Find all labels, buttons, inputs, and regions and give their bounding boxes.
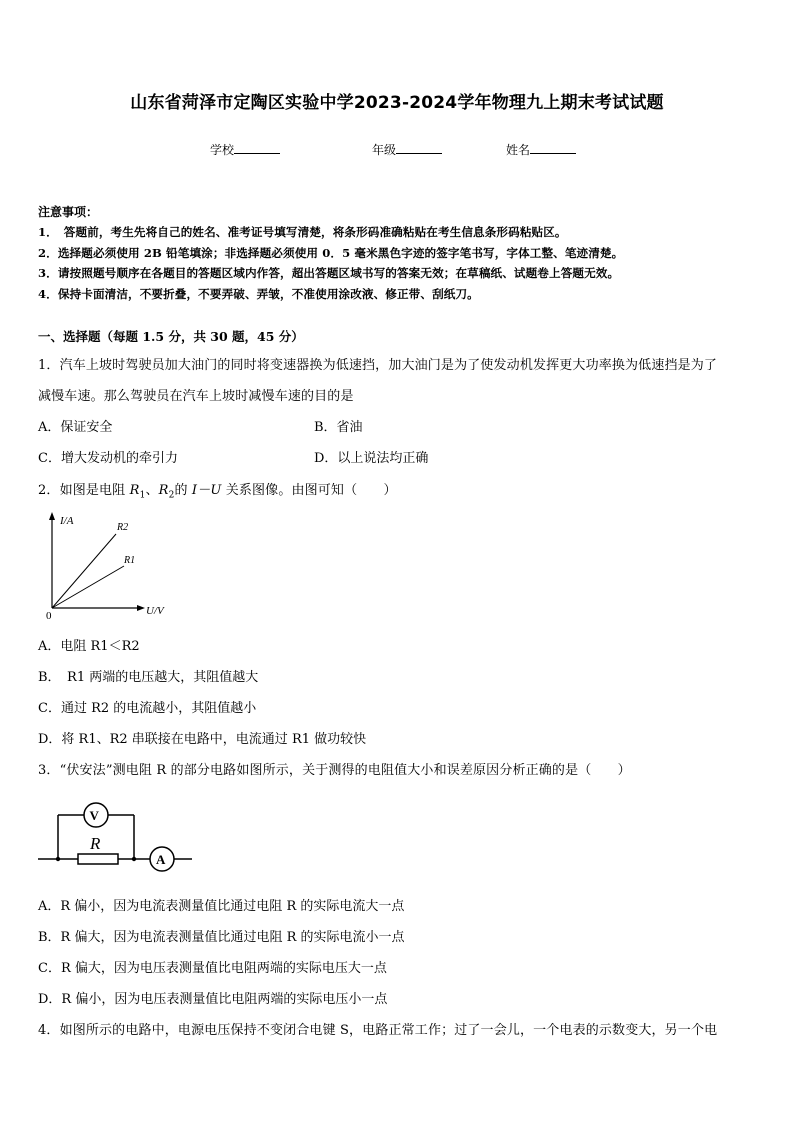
name-label: 姓名 bbox=[506, 143, 531, 157]
q2-stem-c: 关系图像。由图可知（ ） bbox=[221, 483, 397, 498]
junction-left bbox=[56, 857, 60, 861]
note-item: 1． 答题前，考生先将自己的姓名、准考证号填写清楚，将条形码准确粘贴在考生信息条形码粘贴区。 bbox=[38, 225, 567, 239]
name-field bbox=[506, 141, 576, 158]
q4-stem: 4．如图所示的电路中，电源电压保持不变闭合电键 S，电路正常工作；过了一会儿，一个电表的示数变大，另一个电 bbox=[38, 1023, 718, 1038]
q1-option-d[interactable]: D．以上说法均正确 bbox=[314, 451, 429, 466]
graph-r1-label: R1 bbox=[124, 555, 136, 566]
ammeter-label: A bbox=[156, 852, 166, 867]
graph-x-arrow bbox=[137, 605, 145, 611]
q2-option-d[interactable]: D．将 R1、R2 串联接在电路中，电流通过 R1 做功较快 bbox=[38, 732, 367, 747]
q1-option-c[interactable]: C．增大发动机的牵引力 bbox=[38, 451, 178, 466]
note-item: 4．保持卡面清洁，不要折叠，不要弄破、弄皱，不准使用涂改液、修正带、刮纸刀。 bbox=[38, 287, 479, 301]
voltmeter-label: V bbox=[89, 808, 99, 823]
q2-iu-graph bbox=[38, 508, 178, 624]
note-item: 3．请按照题号顺序在各题目的答题区域内作答，超出答题区域书写的答案无效；在草稿纸、试题卷上答题无效。 bbox=[38, 266, 620, 280]
q2-option-c[interactable]: C．通过 R2 的电流越小，其阻值越小 bbox=[38, 701, 257, 716]
q2-r2-sub: 2 bbox=[168, 490, 175, 501]
resistor-label: R bbox=[90, 834, 101, 853]
grade-field bbox=[372, 141, 442, 158]
resistor-icon bbox=[78, 854, 118, 864]
q2-option-b[interactable]: B． R1 两端的电压越大，其阻值越大 bbox=[38, 670, 259, 685]
graph-line-r2 bbox=[52, 534, 116, 608]
q1-option-b[interactable]: B．省油 bbox=[314, 420, 363, 435]
q1-stem-line2: 减慢车速。那么驾驶员在汽车上坡时减慢车速的目的是 bbox=[38, 389, 354, 404]
q2-iu-label: I－U bbox=[191, 483, 222, 498]
q3-option-a[interactable]: A．R 偏小，因为电流表测量值比通过电阻 R 的实际电流大一点 bbox=[38, 899, 405, 914]
graph-x-label: U/V bbox=[146, 605, 164, 617]
q3-stem: 3．“伏安法”测电阻 R 的部分电路如图所示，关于测得的电阻值大小和误差原因分析正确的是（ ） bbox=[38, 763, 631, 778]
q2-r2-symbol: R bbox=[158, 483, 169, 498]
q2-stem bbox=[38, 479, 397, 501]
graph-y-arrow bbox=[49, 512, 55, 520]
junction-right bbox=[132, 857, 136, 861]
q3-option-d[interactable]: D．R 偏小，因为电压表测量值比电阻两端的实际电压小一点 bbox=[38, 992, 388, 1007]
section-heading: 一、选择题（每题 1.5 分，共 30 题，45 分） bbox=[38, 329, 304, 344]
q2-option-a[interactable]: A．电阻 R1＜R2 bbox=[38, 639, 140, 654]
q3-option-c[interactable]: C．R 偏大，因为电压表测量值比电阻两端的实际电压大一点 bbox=[38, 961, 387, 976]
note-item: 2．选择题必须使用 2B 铅笔填涂；非选择题必须使用 0．5 毫米黑色字迹的签字笔书写，字体工整、笔迹清楚。 bbox=[38, 246, 624, 260]
graph-line-r1 bbox=[52, 566, 124, 608]
q2-stem-b: 的 bbox=[174, 483, 192, 498]
q1-option-a[interactable]: A．保证安全 bbox=[38, 420, 113, 435]
q2-separator: 、 bbox=[145, 483, 159, 498]
graph-origin-label: 0 bbox=[46, 610, 52, 622]
q2-stem-a: 2．如图是电阻 bbox=[38, 483, 130, 498]
q3-circuit-diagram bbox=[36, 793, 196, 875]
q2-r1-sub: 1 bbox=[139, 490, 146, 501]
name-blank[interactable] bbox=[530, 141, 576, 154]
notes-heading: 注意事项： bbox=[38, 205, 99, 219]
graph-y-label: I/A bbox=[60, 515, 74, 527]
school-label: 学校 bbox=[210, 143, 235, 157]
grade-label: 年级 bbox=[372, 143, 397, 157]
exam-title: 山东省菏泽市定陶区实验中学2023-2024学年物理九上期末考试试题 bbox=[130, 93, 664, 113]
school-blank[interactable] bbox=[234, 141, 280, 154]
q1-stem-line1: 1．汽车上坡时驾驶员加大油门的同时将变速器换为低速挡，加大油门是为了使发动机发挥更大功率换为低速挡是为了 bbox=[38, 358, 718, 373]
q2-r1-symbol: R bbox=[129, 483, 140, 498]
q3-option-b[interactable]: B．R 偏大，因为电流表测量值比通过电阻 R 的实际电流小一点 bbox=[38, 930, 405, 945]
grade-blank[interactable] bbox=[396, 141, 442, 154]
school-field bbox=[210, 141, 280, 158]
graph-r2-label: R2 bbox=[117, 522, 129, 533]
